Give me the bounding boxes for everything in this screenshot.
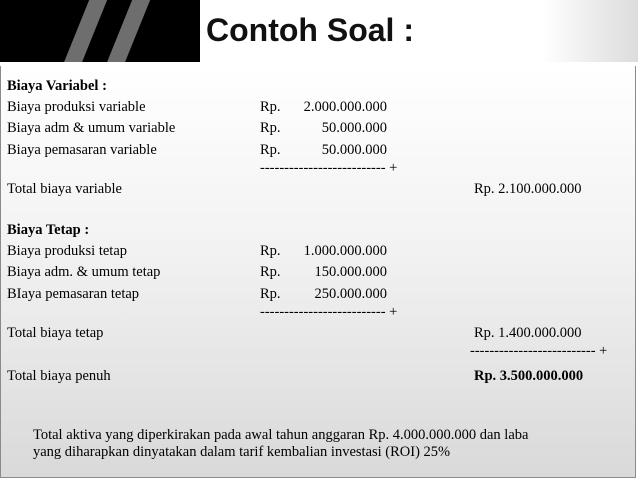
item-amount: 50.000.000 — [321, 120, 387, 136]
sum-line: -------------------------- + — [260, 304, 398, 320]
item-currency: Rp. — [260, 120, 281, 136]
item-currency: Rp. — [260, 264, 281, 280]
grand-sum-line: -------------------------- + — [470, 343, 608, 359]
item-label: Biaya adm & umum variable — [7, 120, 176, 136]
item-amount: 250.000.000 — [314, 286, 387, 302]
item-amount: 2.000.000.000 — [303, 99, 387, 115]
title-bar — [0, 0, 638, 62]
note-line-1: Total aktiva yang diperkirakan pada awal tahun anggaran Rp. 4.000.000.000 dan laba — [33, 427, 529, 443]
total-label: Total biaya variable — [7, 181, 122, 197]
decorative-stripe — [100, 0, 154, 62]
item-label: Biaya adm. & umum tetap — [7, 264, 161, 280]
total-value: Rp. 2.100.000.000 — [474, 181, 582, 197]
total-label: Total biaya tetap — [7, 325, 104, 341]
total-value: Rp. 1.400.000.000 — [474, 325, 582, 341]
item-currency: Rp. — [260, 142, 281, 158]
item-currency: Rp. — [260, 286, 281, 302]
section-heading-variabel: Biaya Variabel : — [7, 78, 107, 94]
slide-title: Contoh Soal : — [206, 12, 414, 48]
item-currency: Rp. — [260, 99, 281, 115]
grand-total-label: Total biaya penuh — [7, 368, 111, 384]
decorative-stripe — [57, 0, 111, 62]
item-amount: 1.000.000.000 — [303, 243, 387, 259]
item-label: BIaya pemasaran tetap — [7, 286, 140, 302]
sum-line: -------------------------- + — [260, 160, 398, 176]
section-heading-tetap: Biaya Tetap : — [7, 222, 90, 238]
note-line-2: yang diharapkan dinyatakan dalam tarif kembalian investasi (ROI) 25% — [33, 444, 451, 460]
item-amount: 50.000.000 — [321, 142, 387, 158]
item-label: Biaya produksi tetap — [7, 243, 128, 259]
item-label: Biaya produksi variable — [7, 99, 146, 115]
item-label: Biaya pemasaran variable — [7, 142, 157, 158]
item-currency: Rp. — [260, 243, 281, 259]
grand-total-value: Rp. 3.500.000.000 — [474, 368, 584, 384]
item-amount: 150.000.000 — [314, 264, 387, 280]
